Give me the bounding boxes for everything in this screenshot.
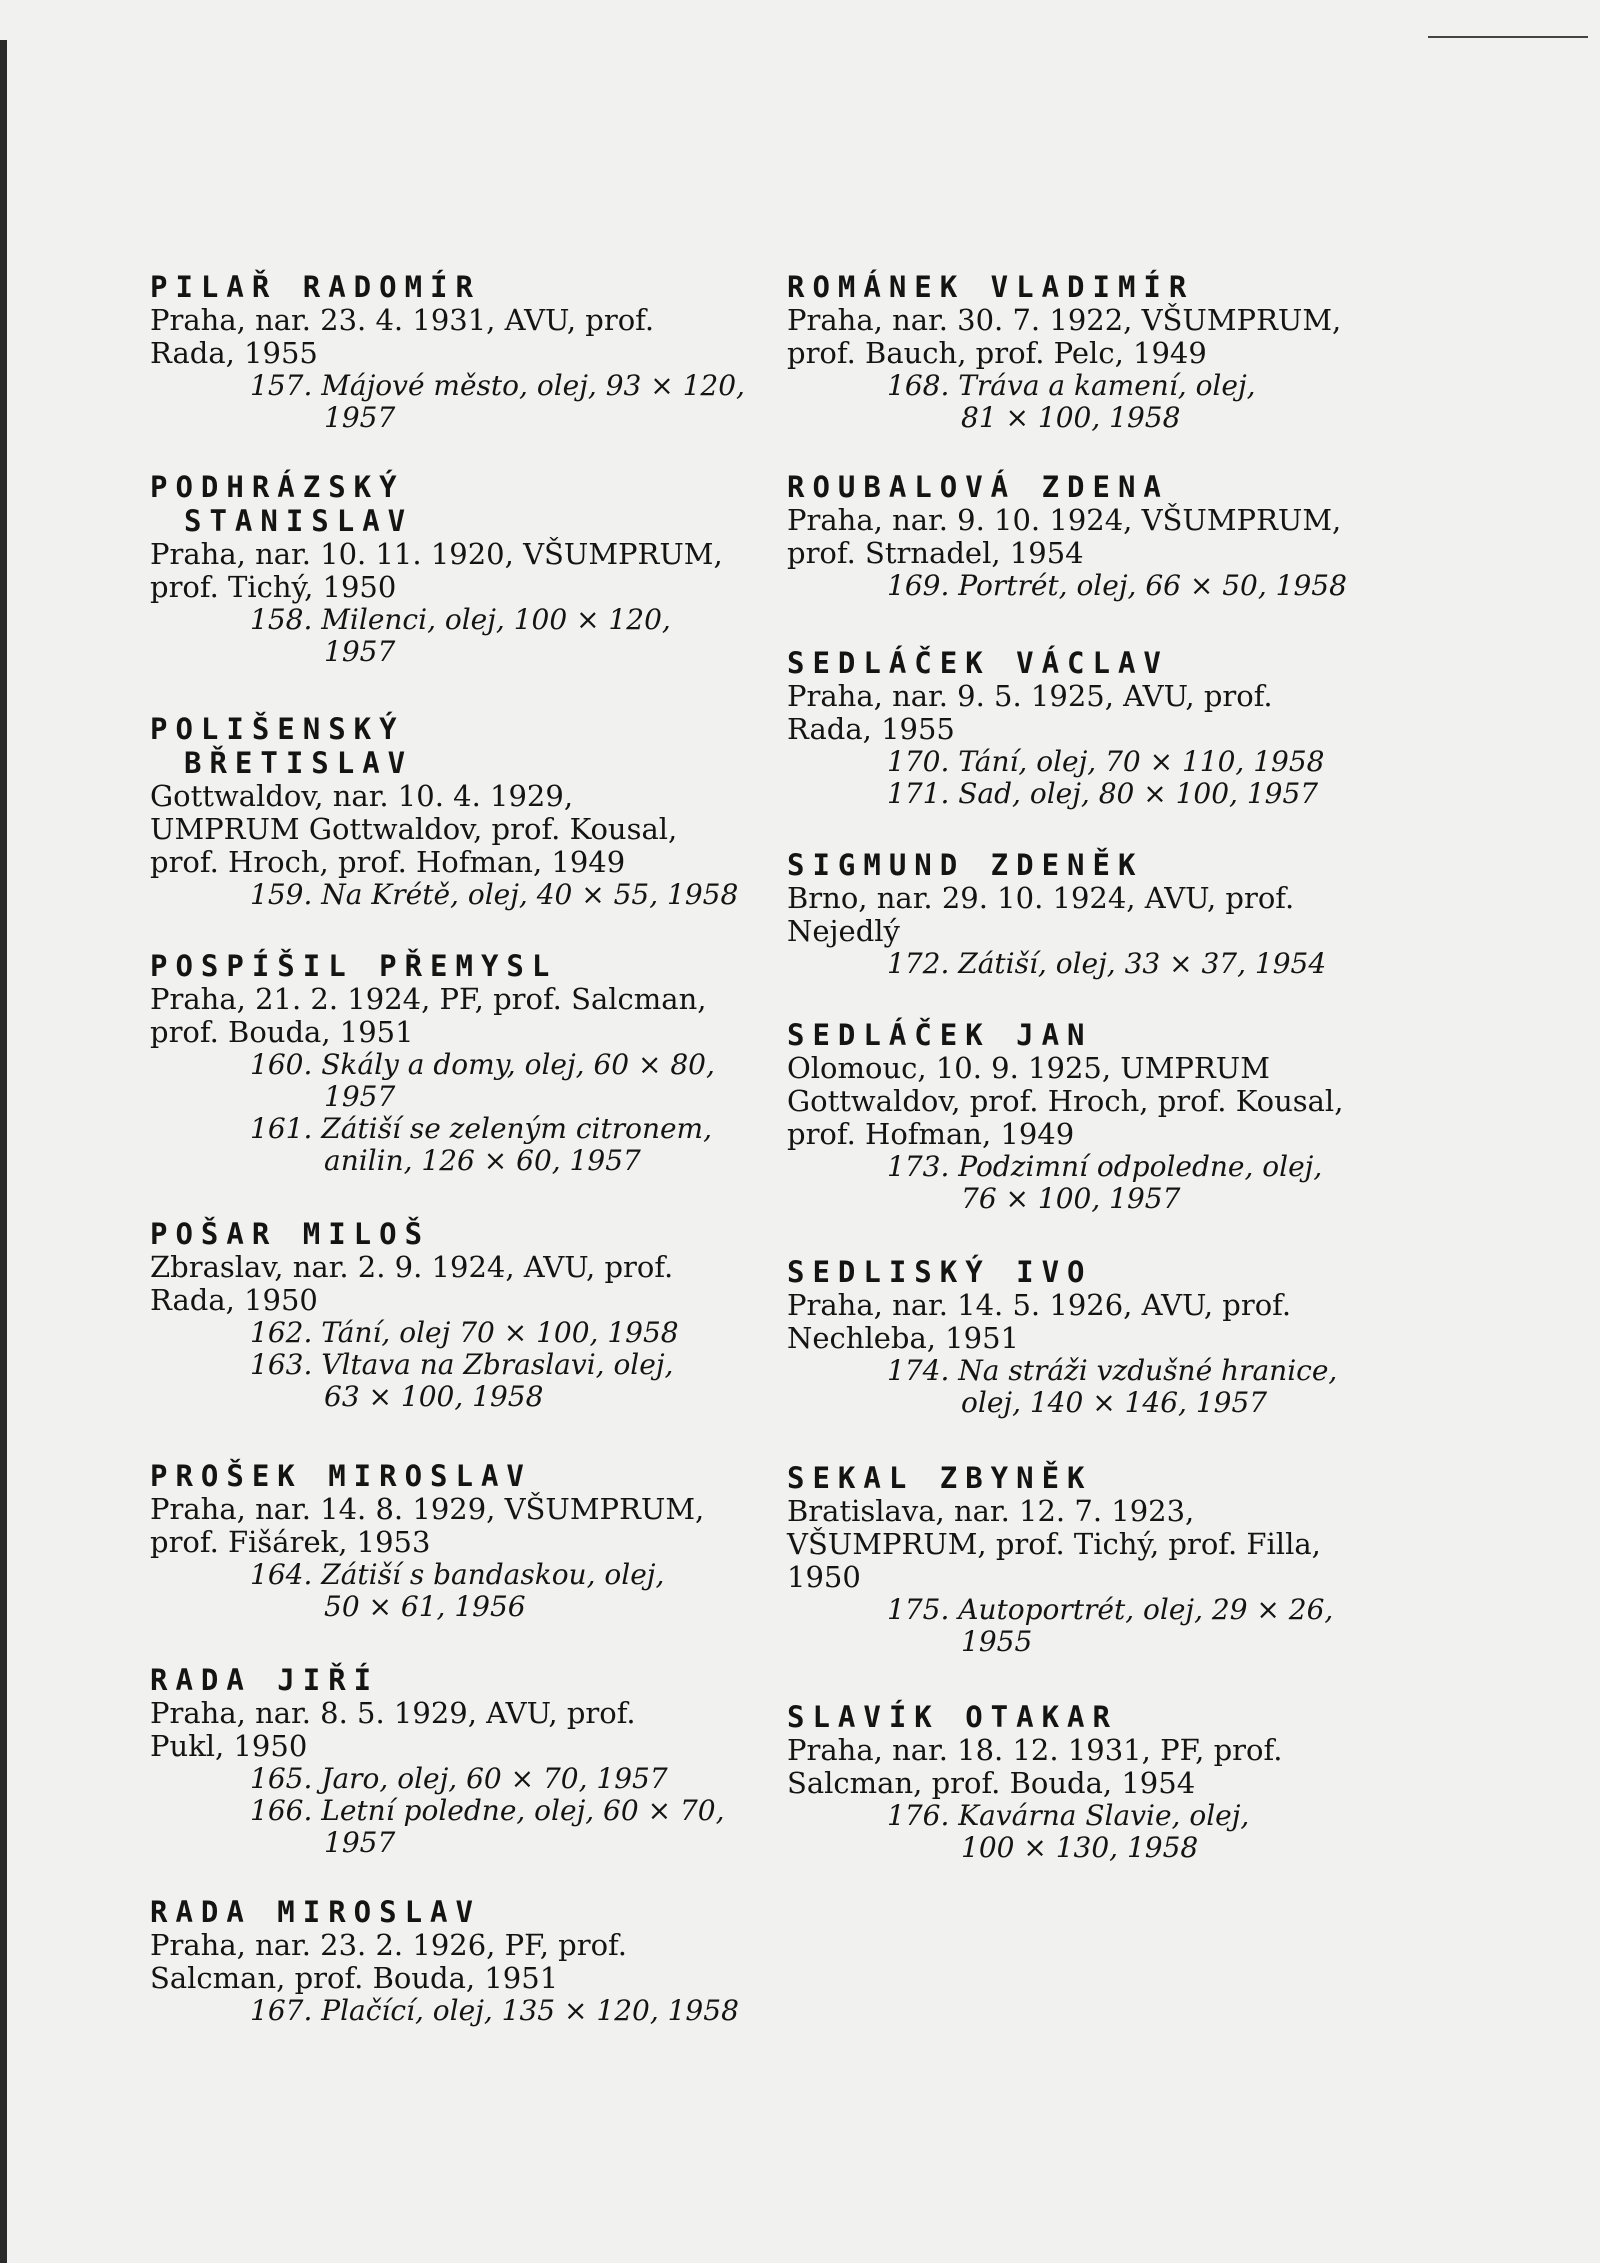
artwork-item: [250, 1763, 750, 1795]
artist-bio-line: Nejedlý: [787, 914, 900, 948]
artist-name: [150, 1895, 750, 1929]
artwork-line: 165. Jaro, olej, 60 × 70, 1957: [250, 1762, 668, 1795]
artist-name: [150, 1217, 750, 1251]
artist-bio-line: Praha, nar. 18. 12. 1931, PF, prof.: [787, 1733, 1283, 1767]
artwork-item: [250, 604, 750, 668]
artist-name: [150, 712, 750, 780]
artist-bio-line: prof. Hroch, prof. Hofman, 1949: [150, 845, 626, 879]
artist-name: [150, 949, 750, 983]
artist-name-line: ROUBALOVÁ ZDENA: [787, 470, 1169, 504]
artwork-line: 162. Tání, olej 70 × 100, 1958: [250, 1316, 679, 1349]
right-column: [787, 270, 1387, 1864]
artwork-line: 168. Tráva a kamení, olej,: [887, 369, 1256, 402]
artist-bio: [150, 983, 750, 1049]
artwork-item: [250, 1559, 750, 1623]
artwork-item: [250, 1317, 750, 1349]
artist-bio: [787, 1289, 1387, 1355]
artist-name: [150, 1663, 750, 1697]
artwork-line: 170. Tání, olej, 70 × 110, 1958: [887, 745, 1325, 778]
artwork-item: [887, 948, 1387, 980]
artwork-item: [250, 1113, 750, 1177]
artwork-line: anilin, 126 × 60, 1957: [324, 1144, 641, 1177]
artist-entry: [150, 470, 750, 668]
artist-bio-line: Pukl, 1950: [150, 1729, 308, 1763]
artwork-line: 76 × 100, 1957: [961, 1182, 1181, 1215]
artist-bio-line: UMPRUM Gottwaldov, prof. Kousal,: [150, 812, 678, 846]
artist-name: [787, 1255, 1387, 1289]
artist-name-line: SEKAL ZBYNĚK: [787, 1461, 1093, 1495]
artist-bio: [787, 680, 1387, 746]
artist-name-line: SEDLISKÝ IVO: [787, 1255, 1093, 1289]
artwork-line: 163. Vltava na Zbraslavi, olej,: [250, 1348, 674, 1381]
artist-bio-line: Nechleba, 1951: [787, 1321, 1019, 1355]
artist-bio: [787, 1495, 1387, 1594]
artist-name-line: RADA JIŘÍ: [150, 1663, 380, 1697]
artist-entry: [150, 1663, 750, 1859]
artist-entry: [787, 270, 1387, 434]
artwork-line: 169. Portrét, olej, 66 × 50, 1958: [887, 569, 1347, 602]
artist-name-line: POŠAR MILOŠ: [150, 1217, 431, 1251]
artist-bio-line: Praha, nar. 23. 2. 1926, PF, prof.: [150, 1928, 627, 1962]
artist-name: [787, 646, 1387, 680]
artist-entry: [150, 1459, 750, 1623]
artwork-line: 175. Autoportrét, olej, 29 × 26,: [887, 1593, 1334, 1626]
artist-bio-line: Praha, nar. 8. 5. 1929, AVU, prof.: [150, 1696, 636, 1730]
artist-bio: [150, 1493, 750, 1559]
artwork-line: 1955: [961, 1625, 1033, 1658]
artwork-item: [250, 1049, 750, 1113]
artist-bio-line: Salcman, prof. Bouda, 1954: [787, 1766, 1196, 1800]
artist-name-line: SEDLÁČEK VÁCLAV: [787, 646, 1169, 680]
artist-bio-line: Praha, nar. 30. 7. 1922, VŠUMPRUM,: [787, 303, 1342, 337]
artwork-line: olej, 140 × 146, 1957: [961, 1386, 1268, 1419]
artist-entry: [787, 1018, 1387, 1215]
artwork-line: 1957: [324, 635, 396, 668]
artist-name-line: POSPÍŠIL PŘEMYSL: [150, 949, 558, 983]
artist-bio: [150, 304, 750, 370]
artwork-item: [250, 370, 750, 434]
artist-bio-line: Gottwaldov, prof. Hroch, prof. Kousal,: [787, 1084, 1344, 1118]
artwork-line: 158. Milenci, olej, 100 × 120,: [250, 603, 671, 636]
artwork-line: 172. Zátiší, olej, 33 × 37, 1954: [887, 947, 1327, 980]
artwork-item: [250, 1795, 750, 1859]
artist-bio-line: Rada, 1955: [150, 336, 318, 370]
artwork-item: [250, 879, 750, 911]
artwork-item: [887, 1151, 1387, 1215]
artist-bio-line: VŠUMPRUM, prof. Tichý, prof. Filla,: [787, 1527, 1321, 1561]
artwork-line: 81 × 100, 1958: [961, 401, 1181, 434]
artist-bio-line: Praha, nar. 23. 4. 1931, AVU, prof.: [150, 303, 655, 337]
left-column: [150, 270, 750, 2027]
artist-bio-line: Praha, nar. 10. 11. 1920, VŠUMPRUM,: [150, 537, 723, 571]
artwork-item: [887, 1355, 1387, 1419]
artist-bio-line: Rada, 1955: [787, 712, 955, 746]
artist-bio-line: Gottwaldov, nar. 10. 4. 1929,: [150, 779, 574, 813]
artist-name-line: SLAVÍK OTAKAR: [787, 1700, 1118, 1734]
artist-entry: [150, 712, 750, 911]
artwork-line: 167. Plačící, olej, 135 × 120, 1958: [250, 1994, 739, 2027]
artist-bio: [787, 1734, 1387, 1800]
artwork-line: 63 × 100, 1958: [324, 1380, 544, 1413]
artist-bio: [150, 538, 750, 604]
artist-entry: [150, 1217, 750, 1413]
artist-bio-line: prof. Hofman, 1949: [787, 1117, 1075, 1151]
artist-bio-line: prof. Strnadel, 1954: [787, 536, 1084, 570]
artist-name: [787, 1461, 1387, 1495]
artist-bio: [787, 882, 1387, 948]
artist-entry: [150, 1895, 750, 2027]
artwork-item: [887, 370, 1387, 434]
artwork-line: 171. Sad, olej, 80 × 100, 1957: [887, 777, 1319, 810]
artwork-line: 160. Skály a domy, olej, 60 × 80,: [250, 1048, 715, 1081]
artist-name: [787, 470, 1387, 504]
artist-name: [787, 848, 1387, 882]
artist-name-line: PILAŘ RADOMÍR: [150, 270, 481, 304]
artwork-line: 173. Podzimní odpoledne, olej,: [887, 1150, 1323, 1183]
artist-name: [150, 1459, 750, 1493]
artist-bio-line: Zbraslav, nar. 2. 9. 1924, AVU, prof.: [150, 1250, 674, 1284]
artwork-line: 100 × 130, 1958: [961, 1831, 1199, 1864]
artist-bio-line: prof. Fišárek, 1953: [150, 1525, 431, 1559]
artwork-line: 1957: [324, 1080, 396, 1113]
artwork-line: 159. Na Krétě, olej, 40 × 55, 1958: [250, 878, 739, 911]
artist-entry: [787, 848, 1387, 980]
artwork-line: 1957: [324, 401, 396, 434]
artist-bio: [150, 1251, 750, 1317]
artist-bio-line: Praha, 21. 2. 1924, PF, prof. Salcman,: [150, 982, 707, 1016]
artwork-line: 166. Letní poledne, olej, 60 × 70,: [250, 1794, 725, 1827]
artist-name: [150, 270, 750, 304]
artist-name-line: SIGMUND ZDENĚK: [787, 848, 1144, 882]
artwork-item: [887, 570, 1387, 602]
artist-name-line: PROŠEK MIROSLAV: [150, 1459, 532, 1493]
artist-name-line: RADA MIROSLAV: [150, 1895, 481, 1929]
artist-bio-line: Praha, nar. 14. 8. 1929, VŠUMPRUM,: [150, 1492, 705, 1526]
page-edge-shadow: [0, 40, 7, 2263]
artist-bio-line: Brno, nar. 29. 10. 1924, AVU, prof.: [787, 881, 1295, 915]
artist-entry: [787, 1255, 1387, 1419]
artist-bio-line: 1950: [787, 1560, 861, 1594]
artist-entry: [150, 949, 750, 1177]
artist-bio-line: Praha, nar. 14. 5. 1926, AVU, prof.: [787, 1288, 1292, 1322]
artwork-item: [887, 1800, 1387, 1864]
artist-entry: [787, 1461, 1387, 1658]
artist-bio: [150, 780, 750, 879]
artist-name-line: STANISLAV: [184, 504, 414, 538]
artist-bio: [787, 1052, 1387, 1151]
artist-bio-line: prof. Tichý, 1950: [150, 570, 397, 604]
artist-bio-line: Bratislava, nar. 12. 7. 1923,: [787, 1494, 1195, 1528]
artist-name: [150, 470, 750, 538]
artwork-item: [887, 778, 1387, 810]
artist-entry: [150, 270, 750, 434]
artwork-line: 1957: [324, 1826, 396, 1859]
artist-bio-line: Praha, nar. 9. 5. 1925, AVU, prof.: [787, 679, 1273, 713]
artist-name-line: POLIŠENSKÝ: [150, 712, 405, 746]
artist-name: [787, 1700, 1387, 1734]
artwork-line: 176. Kavárna Slavie, olej,: [887, 1799, 1250, 1832]
artist-name-line: PODHRÁZSKÝ: [150, 470, 405, 504]
artwork-line: 174. Na stráži vzdušné hranice,: [887, 1354, 1338, 1387]
artist-bio: [150, 1929, 750, 1995]
artwork-item: [250, 1995, 750, 2027]
artist-bio: [787, 304, 1387, 370]
artist-name-line: SEDLÁČEK JAN: [787, 1018, 1093, 1052]
artwork-line: 164. Zátiší s bandaskou, olej,: [250, 1558, 665, 1591]
artist-name-line: ROMÁNEK VLADIMÍR: [787, 270, 1195, 304]
artist-entry: [787, 646, 1387, 810]
artwork-item: [887, 746, 1387, 778]
artist-name: [787, 1018, 1387, 1052]
artist-bio-line: Praha, nar. 9. 10. 1924, VŠUMPRUM,: [787, 503, 1342, 537]
artwork-line: 50 × 61, 1956: [324, 1590, 526, 1623]
artist-name-line: BŘETISLAV: [184, 746, 414, 780]
artist-bio: [787, 504, 1387, 570]
artist-entry: [787, 470, 1387, 602]
artwork-line: 161. Zátiší se zeleným citronem,: [250, 1112, 712, 1145]
artist-bio-line: prof. Bouda, 1951: [150, 1015, 414, 1049]
artist-entry: [787, 1700, 1387, 1864]
artist-bio-line: prof. Bauch, prof. Pelc, 1949: [787, 336, 1207, 370]
artist-name: [787, 270, 1387, 304]
artist-bio-line: Olomouc, 10. 9. 1925, UMPRUM: [787, 1051, 1270, 1085]
artwork-item: [887, 1594, 1387, 1658]
artist-bio-line: Rada, 1950: [150, 1283, 318, 1317]
artwork-line: 157. Májové město, olej, 93 × 120,: [250, 369, 745, 402]
artist-bio: [150, 1697, 750, 1763]
artist-bio-line: Salcman, prof. Bouda, 1951: [150, 1961, 559, 1995]
artwork-item: [250, 1349, 750, 1413]
top-rule: [1428, 36, 1588, 38]
